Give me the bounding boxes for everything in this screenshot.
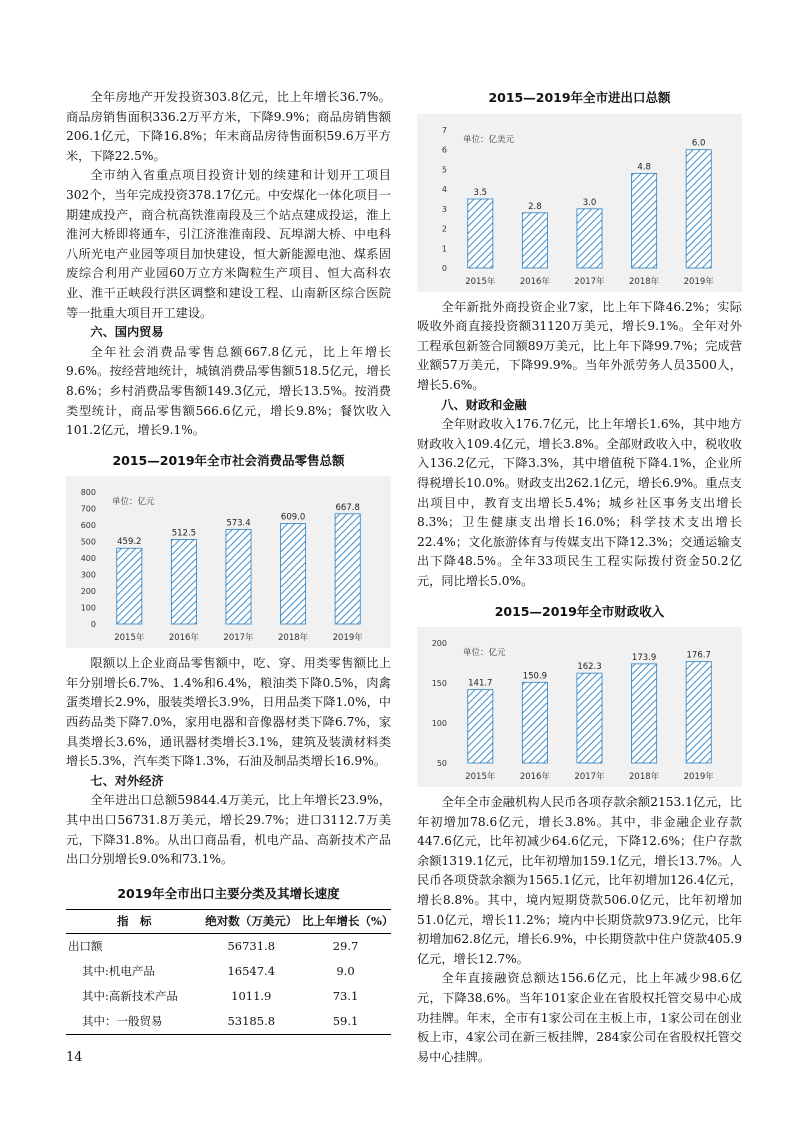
x-tick-label: 2019年 xyxy=(683,276,714,287)
y-tick-label: 600 xyxy=(80,521,96,531)
y-tick-label: 0 xyxy=(441,263,447,273)
data-label: 6.0 xyxy=(691,138,706,149)
y-tick-label: 200 xyxy=(431,639,447,649)
x-tick-label: 2015年 xyxy=(114,633,145,644)
chart-title-trade: 2015—2019年全市进出口总额 xyxy=(488,90,671,105)
y-tick-label: 150 xyxy=(431,679,447,689)
data-label: 3.5 xyxy=(473,187,488,198)
chart-title-retail: 2015—2019年全市社会消费品零售总额 xyxy=(112,452,345,468)
y-tick-label: 2 xyxy=(441,224,447,234)
bar xyxy=(686,662,711,763)
y-tick-label: 0 xyxy=(90,620,96,630)
chart-import-export xyxy=(417,114,742,292)
paragraph-deposits-loans: 全年全市金融机构人民币各项存款余额2153.1亿元，比年初增加78.6亿元，增长3.8%。其中，非金融企业存款447.6亿元，比年初减少64.6亿元，下降12.6%；住户存款余额1319.1亿元，比年初增加159.1亿元，增长13.7%。人民币各项贷款余额为1565.1亿元，比年初增加126.4亿元，增长8.8%。其中，境内短期贷款506.0亿元，比年初增加51.0亿元，增长11.2%；境内中长期贷款973.9亿元，比年初增加62.8亿元，增长6.9%，中长期贷款中住户贷款405.9亿元，增长12.7%。 xyxy=(417,795,742,966)
row-growth: 9.0 xyxy=(336,964,355,979)
export-table xyxy=(66,909,394,1035)
chart-title-fiscal: 2015—2019年全市财政收入 xyxy=(494,603,665,619)
header-growth: 比上年增长（%） xyxy=(300,910,391,934)
x-tick-label: 2015年 xyxy=(465,276,496,287)
header-absolute: 绝对数（万美元） xyxy=(203,910,301,934)
data-label: 141.7 xyxy=(468,678,493,689)
data-label: 573.4 xyxy=(226,518,251,529)
y-tick-label: 300 xyxy=(80,570,96,580)
y-tick-label: 700 xyxy=(80,504,96,514)
y-tick-label: 5 xyxy=(441,165,447,175)
section-heading-foreign-economy: 七、对外经济 xyxy=(90,773,164,788)
x-tick-label: 2015年 xyxy=(465,772,496,783)
y-tick-label: 6 xyxy=(441,145,447,155)
table-row xyxy=(66,984,391,1009)
data-label: 3.0 xyxy=(582,197,597,208)
bar xyxy=(117,549,142,625)
paragraph-key-projects: 全市纳入省重点项目投资计划的续建和计划开工项目302个，当年完成投资378.17亿元。中安煤化一体化项目一期建成投产，商合杭高铁淮南段及三个站点建成投运，淮上淮河大桥即将通车，引江济淮淮南段、瓦埠湖大桥、中电科八所光电产业园等项目加快建设，恒大新能源电池、煤系固废综合利用产业园60万立方米陶粒生产项目、恒大高科农业、淮干正峡段行洪区调整和建设工程、山南新区综合医院等一批重大项目开工建设。 xyxy=(66,168,391,320)
bar xyxy=(522,212,547,267)
bar xyxy=(335,514,360,624)
y-tick-label: 100 xyxy=(80,603,96,613)
x-tick-label: 2017年 xyxy=(223,633,254,644)
y-tick-label: 4 xyxy=(441,184,447,194)
table-row xyxy=(66,934,391,960)
data-label: 512.5 xyxy=(171,528,197,539)
paragraph-direct-financing: 全年直接融资总额达156.6亿元，比上年减少98.6亿元，下降38.6%。当年101家企业在省股权托管交易中心成功挂牌。年末，全市有1家公司在主板上市，1家公司在创业板上市，4家公司在新三板挂牌，284家公司在省股权托管交易中心挂牌。 xyxy=(417,971,742,1064)
section-heading-finance: 八、财政和金融 xyxy=(441,397,527,412)
x-tick-label: 2019年 xyxy=(683,772,714,783)
x-tick-label: 2017年 xyxy=(574,772,605,783)
paragraph-real-estate: 全年房地产开发投资303.8亿元，比上年增长36.7%。商品房销售面积336.2万平方米，下降9.9%；商品房销售额206.1亿元，下降16.8%；年末商品房待售面积59.6万平方米，下降22.5%。 xyxy=(66,90,391,163)
row-value: 16547.4 xyxy=(227,964,276,979)
y-tick-label: 500 xyxy=(80,537,96,547)
y-tick-label: 50 xyxy=(436,759,447,769)
row-name: 其中:高新技术产品 xyxy=(82,989,178,1004)
x-tick-label: 2016年 xyxy=(519,276,550,287)
bar xyxy=(468,199,493,268)
paragraph-fiscal: 全年财政收入176.7亿元，比上年增长1.6%，其中地方财政收入109.4亿元，增长3.8%。全部财政收入中，税收收入136.2亿元，下降3.3%，其中增值税下降4.1%，企业所得税增长10.0%。财政支出262.1亿元，增长6.9%。重点支出项目中，教育支出增长5.4%；城乡社区事务支出增长8.3%；卫生健康支出增长16.0%；科学技术支出增长22.4%；文化旅游体育与传媒支出下降12.3%；交通运输支出下降48.5%。全年33项民生工程实际拨付资金50.2亿元，同比增长5.0%。 xyxy=(417,417,742,588)
table-title: 2019年全市出口主要分类及其增长速度 xyxy=(117,885,340,901)
row-value: 56731.8 xyxy=(227,939,276,954)
paragraph-retail-categories: 限额以上企业商品零售额中，吃、穿、用类零售额比上年分别增长6.7%、1.4%和6.4%，粮油类下降0.5%，肉禽蛋类增长2.9%，服装类增长3.9%，日用品类下降1.0%，中西药品类下降7.0%，家用电器和音像器材类下降6.7%，家具类增长3.6%，通讯器材类增长3.1%，建筑及装潢材料类增长5.3%，汽车类下降1.3%，石油及制品类增长16.9%。 xyxy=(66,656,391,769)
table-row xyxy=(66,959,391,984)
data-label: 176.7 xyxy=(686,650,711,661)
y-tick-label: 200 xyxy=(80,587,96,597)
data-label: 667.8 xyxy=(335,503,360,514)
bar xyxy=(632,173,657,268)
data-label: 2.8 xyxy=(528,201,542,212)
unit-label: 单位：亿元 xyxy=(463,648,506,659)
data-label: 173.9 xyxy=(631,652,657,663)
bar xyxy=(577,673,602,763)
y-tick-label: 7 xyxy=(441,125,447,135)
y-tick-label: 400 xyxy=(80,554,96,564)
y-tick-label: 3 xyxy=(441,204,447,214)
x-tick-label: 2018年 xyxy=(278,633,309,644)
paragraph-foreign-investment: 全年新批外商投资企业7家，比上年下降46.2%；实际吸收外商直接投资额31120万美元，增长9.1%。全年对外工程承包新签合同额89万美元，比上年下降99.7%；完成营业额57万美元，下降99.9%。当年外派劳务人员3500人，增长5.6%。 xyxy=(417,299,742,392)
page-number: 14 xyxy=(66,1050,83,1065)
bar xyxy=(522,682,547,763)
bar xyxy=(281,524,306,624)
unit-label: 单位：亿美元 xyxy=(463,134,515,145)
right-column xyxy=(417,88,742,1067)
table-row xyxy=(66,1009,391,1035)
y-tick-label: 1 xyxy=(441,243,447,253)
row-growth: 59.1 xyxy=(300,1009,391,1035)
x-tick-label: 2018年 xyxy=(629,276,660,287)
bar xyxy=(226,530,251,625)
table-header-row xyxy=(66,910,391,934)
x-tick-label: 2018年 xyxy=(629,772,660,783)
bar xyxy=(171,540,196,625)
row-name: 其中:机电产品 xyxy=(82,964,155,979)
chart-fiscal-revenue xyxy=(417,627,742,787)
paragraph-import-export: 全年进出口总额59844.4万美元，比上年增长23.9%，其中出口56731.8万美元，增长29.7%；进口3112.7万美元，下降31.8%。从出口商品看，机电产品、高新技术产品出口分别增长9.0%和73.1%。 xyxy=(66,793,391,867)
row-growth: 73.1 xyxy=(332,989,359,1004)
bar xyxy=(468,690,493,763)
bar xyxy=(632,664,657,763)
paragraph-retail-sales: 全年社会消费品零售总额667.8亿元，比上年增长9.6%。按经营地统计，城镇消费品零售额518.5亿元，增长8.6%；乡村消费品零售额149.3亿元，增长13.5%。按消费类型统计，商品零售额566.6亿元，增长9.8%；餐饮收入101.2亿元，增长9.1%。 xyxy=(66,344,391,438)
bar xyxy=(577,208,602,267)
y-tick-label: 100 xyxy=(431,719,447,729)
row-value: 1011.9 xyxy=(231,989,272,1004)
chart-retail-sales xyxy=(66,476,391,648)
section-heading-domestic-trade: 六、国内贸易 xyxy=(90,325,164,340)
unit-label: 单位：亿元 xyxy=(112,497,155,508)
left-column xyxy=(66,88,394,1035)
row-value: 53185.8 xyxy=(203,1009,301,1035)
data-label: 609.0 xyxy=(280,512,306,523)
x-tick-label: 2019年 xyxy=(332,633,363,644)
data-label: 162.3 xyxy=(577,662,602,673)
row-name: 其中：一般贸易 xyxy=(66,1009,203,1035)
header-indicator: 指 标 xyxy=(66,910,203,934)
bar xyxy=(686,149,711,267)
y-tick-label: 800 xyxy=(80,488,96,498)
row-growth: 29.7 xyxy=(332,939,359,954)
data-label: 459.2 xyxy=(117,537,142,548)
x-tick-label: 2017年 xyxy=(574,276,605,287)
row-name: 出口额 xyxy=(68,939,103,954)
x-tick-label: 2016年 xyxy=(168,633,199,644)
data-label: 4.8 xyxy=(637,161,651,172)
x-tick-label: 2016年 xyxy=(519,772,550,783)
data-label: 150.9 xyxy=(522,671,548,682)
